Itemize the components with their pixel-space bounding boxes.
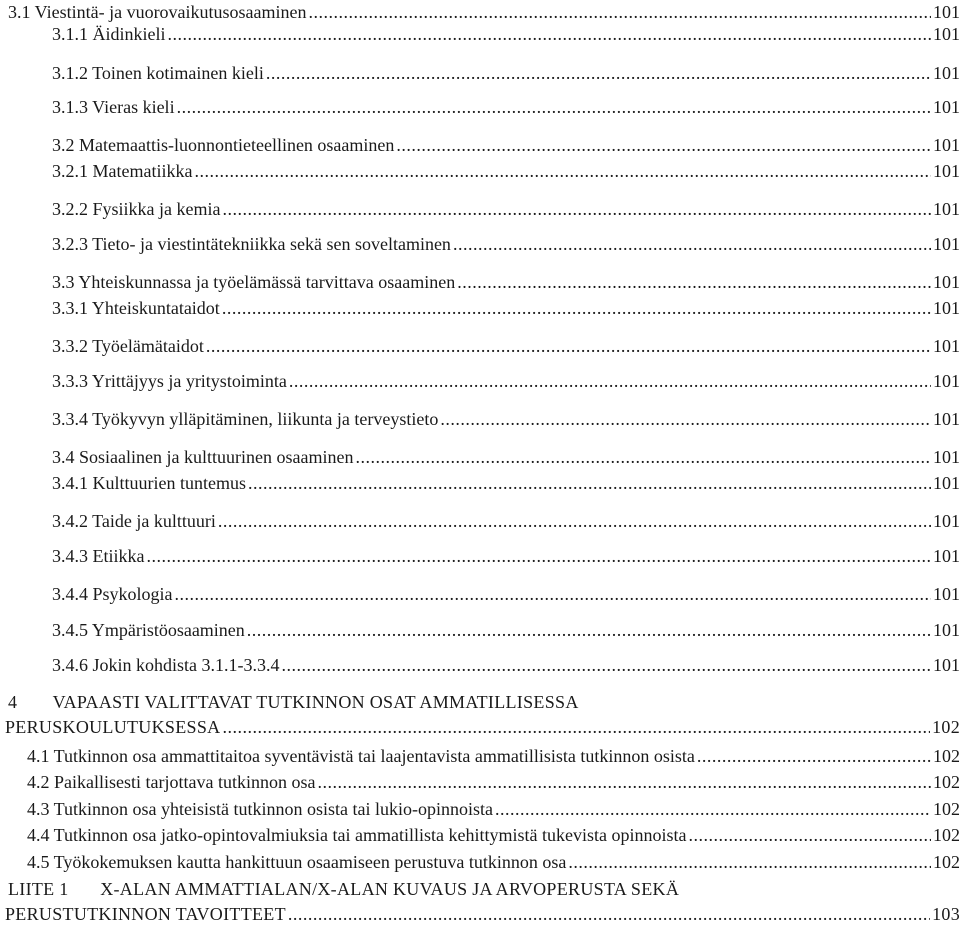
toc-entry-page: 101 — [933, 473, 960, 493]
toc-entry[interactable] — [0, 160, 960, 182]
toc-entry[interactable] — [0, 654, 960, 676]
toc-entry-title: 4.1 Tutkinnon osa ammattitaitoa syventävistä tai laajentavista ammatillisista tutkinnon osista — [27, 746, 695, 766]
toc-entry-page: 102 — [933, 852, 960, 872]
toc-leader-dots — [147, 545, 932, 567]
toc-entry-page: 101 — [933, 584, 960, 604]
toc-chapter-title-line2: PERUSKOULUTUKSESSA — [5, 717, 221, 737]
toc-entry-title: 3.1.2 Toinen kotimainen kieli — [52, 63, 264, 83]
toc-entry-title: 3.2.2 Fysiikka ja kemia — [52, 199, 221, 219]
toc-leader-dots — [175, 583, 931, 605]
toc-entry[interactable] — [0, 96, 960, 118]
toc-leader-dots — [688, 824, 931, 846]
toc-entry[interactable] — [0, 798, 960, 820]
toc-entry-title: 3.3.2 Työelämätaidot — [52, 336, 204, 356]
toc-entry-page: 101 — [933, 272, 960, 292]
toc-leader-dots — [222, 297, 931, 319]
toc-leader-dots — [222, 198, 931, 220]
toc-entry-page: 101 — [933, 620, 960, 640]
toc-entry-title: 4.2 Paikallisesti tarjottava tutkinnon osa — [27, 772, 316, 792]
toc-entry-title: 3.2 Matemaattis-luonnontieteellinen osaaminen — [52, 135, 395, 155]
toc-entry-page: 101 — [933, 447, 960, 467]
toc-entry-title: 3.2.3 Tieto- ja viestintätekniikka sekä sen soveltaminen — [52, 234, 451, 254]
toc-entry-title: 3.1.3 Vieras kieli — [52, 97, 175, 117]
toc-leader-dots — [495, 798, 931, 820]
toc-entry-page: 101 — [933, 24, 960, 44]
toc-entry[interactable] — [0, 510, 960, 532]
toc-entry[interactable] — [0, 851, 960, 873]
toc-entry[interactable] — [0, 771, 960, 793]
toc-entry[interactable] — [0, 198, 960, 220]
toc-entry[interactable] — [0, 23, 960, 45]
toc-entry-title: 4.4 Tutkinnon osa jatko-opintovalmiuksia tai ammatillista kehittymistä tukevista opinnoista — [27, 825, 687, 845]
toc-entry-page: 101 — [933, 2, 960, 22]
toc-entry-title: 3.4.4 Psykologia — [52, 584, 173, 604]
toc-entry-title: 3.4.6 Jokin kohdista 3.1.1-3.3.4 — [52, 655, 280, 675]
toc-entry[interactable] — [0, 335, 960, 357]
toc-leader-dots — [309, 1, 931, 23]
toc-entry-title: 3.4.3 Etiikka — [52, 546, 145, 566]
toc-entry-page: 101 — [933, 97, 960, 117]
toc-leader-dots — [568, 851, 931, 873]
toc-leader-dots — [222, 716, 930, 738]
toc-leader-dots — [440, 408, 931, 430]
toc-entry-page: 102 — [933, 746, 960, 766]
toc-entry[interactable] — [0, 1, 960, 23]
toc-appendix-title-line2: PERUSTUTKINNON TAVOITTEET — [5, 904, 286, 924]
toc-entry-page: 102 — [933, 799, 960, 819]
toc-entry-title: 3.3 Yhteiskunnassa ja työelämässä tarvittava osaaminen — [52, 272, 456, 292]
toc-leader-dots — [177, 96, 931, 118]
toc-entry-page: 101 — [933, 655, 960, 675]
toc-entry-page: 102 — [933, 825, 960, 845]
toc-entry-title: 3.4.1 Kulttuurien tuntemus — [52, 473, 246, 493]
toc-entry[interactable] — [0, 233, 960, 255]
toc-entry[interactable] — [0, 472, 960, 494]
toc-leader-dots — [355, 446, 931, 468]
toc-leader-dots — [218, 510, 931, 532]
toc-chapter-heading[interactable] — [8, 691, 579, 713]
toc-appendix-label: LIITE 1 — [8, 879, 69, 899]
toc-entry-page: 101 — [933, 336, 960, 356]
toc-leader-dots — [457, 271, 931, 293]
toc-entry-page: 101 — [933, 371, 960, 391]
toc-entry-page: 101 — [933, 234, 960, 254]
toc-leader-dots — [248, 472, 931, 494]
toc-entry-page: 103 — [932, 904, 960, 924]
toc-entry[interactable] — [0, 545, 960, 567]
toc-leader-dots — [266, 62, 931, 84]
toc-leader-dots — [289, 370, 931, 392]
toc-entry-title: 3.3.4 Työkyvyn ylläpitäminen, liikunta ja terveystieto — [52, 409, 439, 429]
toc-entry-title: 3.1.1 Äidinkieli — [52, 24, 166, 44]
toc-leader-dots — [206, 335, 931, 357]
toc-entry-page: 101 — [933, 135, 960, 155]
toc-leader-dots — [194, 160, 931, 182]
toc-entry-title: 3.4 Sosiaalinen ja kulttuurinen osaaminen — [52, 447, 354, 467]
toc-leader-dots — [288, 903, 930, 925]
toc-leader-dots — [317, 771, 931, 793]
toc-entry-title: 3.1 Viestintä- ja vuorovaikutusosaaminen — [8, 2, 307, 22]
toc-chapter-heading-line2[interactable] — [0, 716, 960, 738]
toc-entry-page: 101 — [933, 199, 960, 219]
toc-entry[interactable] — [0, 297, 960, 319]
toc-entry[interactable] — [0, 619, 960, 641]
toc-entry[interactable] — [0, 824, 960, 846]
toc-chapter-number: 4 — [8, 692, 18, 712]
toc-entry-title: 3.3.3 Yrittäjyys ja yritystoiminta — [52, 371, 287, 391]
toc-leader-dots — [453, 233, 931, 255]
toc-appendix-heading[interactable] — [8, 878, 679, 900]
toc-appendix-title-line1: X-ALAN AMMATTIALAN/X-ALAN KUVAUS JA ARVOPERUSTA SEKÄ — [100, 879, 680, 899]
toc-entry-page: 101 — [933, 298, 960, 318]
toc-entry-title: 4.3 Tutkinnon osa yhteisistä tutkinnon osista tai lukio-opinnoista — [27, 799, 494, 819]
toc-entry[interactable] — [0, 745, 960, 767]
toc-entry-title: 4.5 Työkokemuksen kautta hankittuun osaamiseen perustuva tutkinnon osa — [27, 852, 567, 872]
toc-entry[interactable] — [0, 134, 960, 156]
toc-entry[interactable] — [0, 408, 960, 430]
toc-entry[interactable] — [0, 446, 960, 468]
toc-entry[interactable] — [0, 583, 960, 605]
toc-leader-dots — [282, 654, 932, 676]
toc-entry[interactable] — [0, 62, 960, 84]
toc-entry-page: 102 — [933, 772, 960, 792]
toc-entry-page: 101 — [933, 546, 960, 566]
toc-entry-title: 3.4.2 Taide ja kulttuuri — [52, 511, 216, 531]
toc-entry-page: 101 — [933, 409, 960, 429]
toc-entry-page: 101 — [933, 511, 960, 531]
toc-entry-page: 101 — [933, 161, 960, 181]
toc-entry-title: 3.4.5 Ympäristöosaaminen — [52, 620, 245, 640]
toc-entry-title: 3.3.1 Yhteiskuntataidot — [52, 298, 220, 318]
toc-entry[interactable] — [0, 271, 960, 293]
toc-entry-page: 102 — [932, 717, 960, 737]
toc-leader-dots — [168, 23, 932, 45]
toc-entry[interactable] — [0, 370, 960, 392]
toc-leader-dots — [247, 619, 931, 641]
toc-chapter-title-line1: VAPAASTI VALITTAVAT TUTKINNON OSAT AMMATILLISESSA — [52, 692, 579, 712]
toc-leader-dots — [396, 134, 931, 156]
toc-entry-title: 3.2.1 Matematiikka — [52, 161, 193, 181]
toc-leader-dots — [697, 745, 931, 767]
toc-appendix-heading-line2[interactable] — [0, 903, 960, 925]
toc-entry-page: 101 — [933, 63, 960, 83]
